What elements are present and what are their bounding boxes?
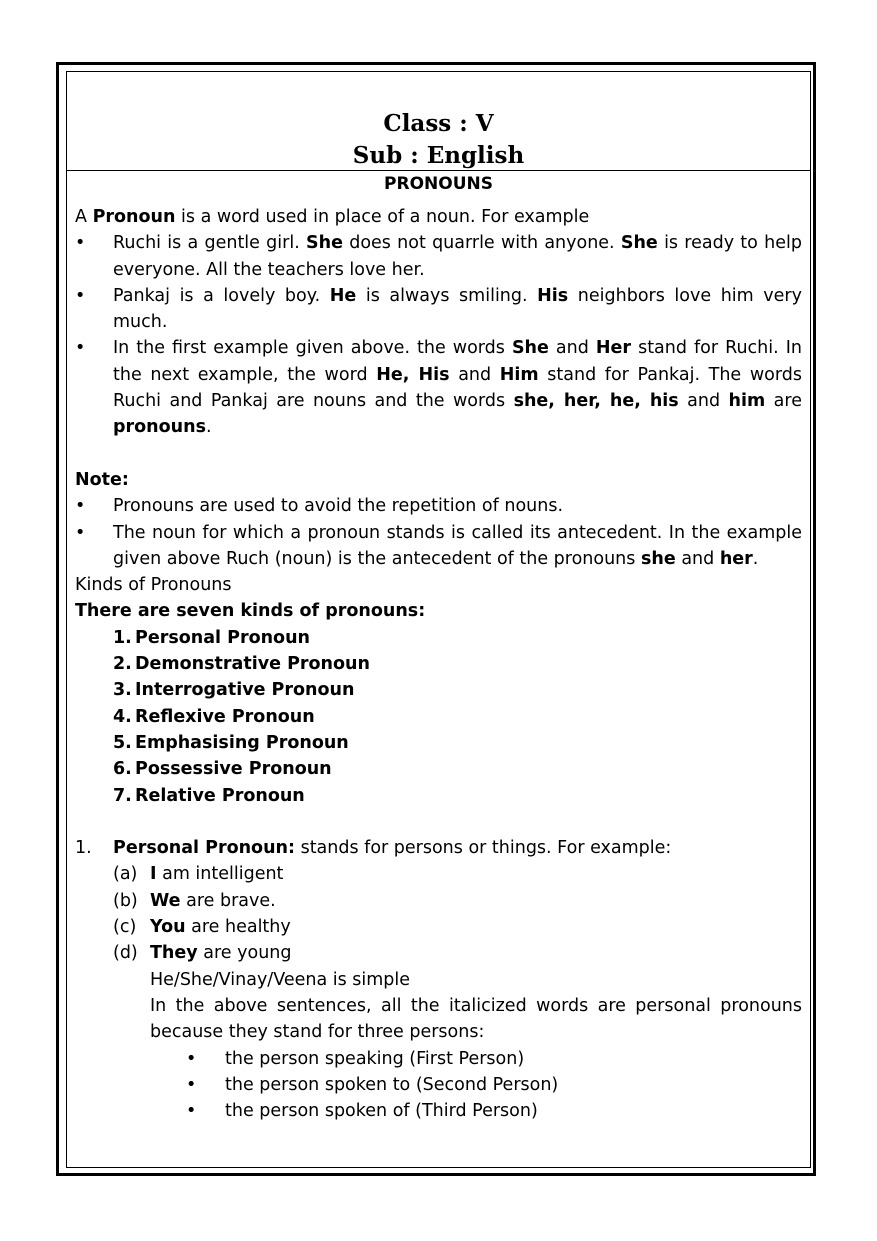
explanation-item: • In the first example given above. the words She and Her stand for Ruchi. In the next example, the word He, His and Him stand for Pankaj. The words Ruchi and Pankaj are nouns and the words she, her, he, his and him are pronouns. (75, 335, 802, 440)
subject-label: Sub : English (352, 142, 525, 169)
personal-examples (75, 861, 802, 966)
kinds-heading: Kinds of Pronouns (75, 575, 232, 596)
worksheet-body (75, 204, 802, 1124)
personal-paragraph: In the above sentences, all the italicized words are personal pronouns because they stand for three persons: (150, 995, 802, 1043)
note-item: • The noun for which a pronoun stands is called its antecedent. In the example given above Ruch (noun) is the antecedent of the pronouns she and her. (75, 520, 802, 573)
class-label: Class : V (383, 110, 494, 137)
bullet-icon: • (75, 285, 86, 306)
list-item: 2. Demonstrative Pronoun (113, 654, 370, 675)
list-item: 1. Personal Pronoun (113, 627, 310, 648)
personal-pronoun-section: 1. Personal Pronoun: stands for persons or things. For example: (75, 838, 672, 859)
example-row: (a) I am intelligent (113, 864, 284, 885)
example-row: (d) They are young (113, 943, 292, 964)
list-item: 4. Reflexive Pronoun (113, 706, 315, 727)
example-item: • Pankaj is a lovely boy. He is always smiling. His neighbors love him very much. (75, 283, 802, 336)
example-item: • Ruchi is a gentle girl. She does not quarrle with anyone. She is ready to help everyone. All the teachers love her. (75, 230, 802, 283)
person-bullet: • the person spoken to (Second Person) (75, 1072, 802, 1098)
bullet-icon: • (75, 522, 86, 543)
header-divider (66, 170, 811, 171)
person-bullet: • the person spoken of (Third Person) (75, 1098, 802, 1124)
list-item: 3. Interrogative Pronoun (113, 680, 355, 701)
bullet-icon: • (75, 233, 86, 254)
kinds-list (75, 625, 802, 809)
bullet-icon: • (75, 338, 86, 359)
bullet-icon: • (186, 1074, 197, 1095)
bullet-icon: • (186, 1101, 197, 1122)
example-line: He/She/Vinay/Veena is simple (150, 969, 411, 990)
intro-paragraph: A Pronoun is a word used in place of a noun. For example (75, 207, 590, 227)
kinds-bold-heading: There are seven kinds of pronouns: (75, 601, 426, 622)
example-row: (b) We are brave. (113, 890, 276, 911)
person-bullet: • the person speaking (First Person) (75, 1046, 802, 1072)
bullet-icon: • (75, 496, 86, 517)
topic-title: PRONOUNS (384, 174, 493, 194)
list-item: 6. Possessive Pronoun (113, 759, 332, 780)
list-item: 5. Emphasising Pronoun (113, 732, 349, 753)
example-row: (c) You are healthy (113, 917, 291, 938)
note-item: • Pronouns are used to avoid the repetition of nouns. (75, 493, 802, 519)
list-item: 7. Relative Pronoun (113, 785, 305, 806)
note-title: Note: (75, 469, 129, 490)
worksheet-header (66, 108, 811, 172)
bullet-icon: • (186, 1048, 197, 1069)
